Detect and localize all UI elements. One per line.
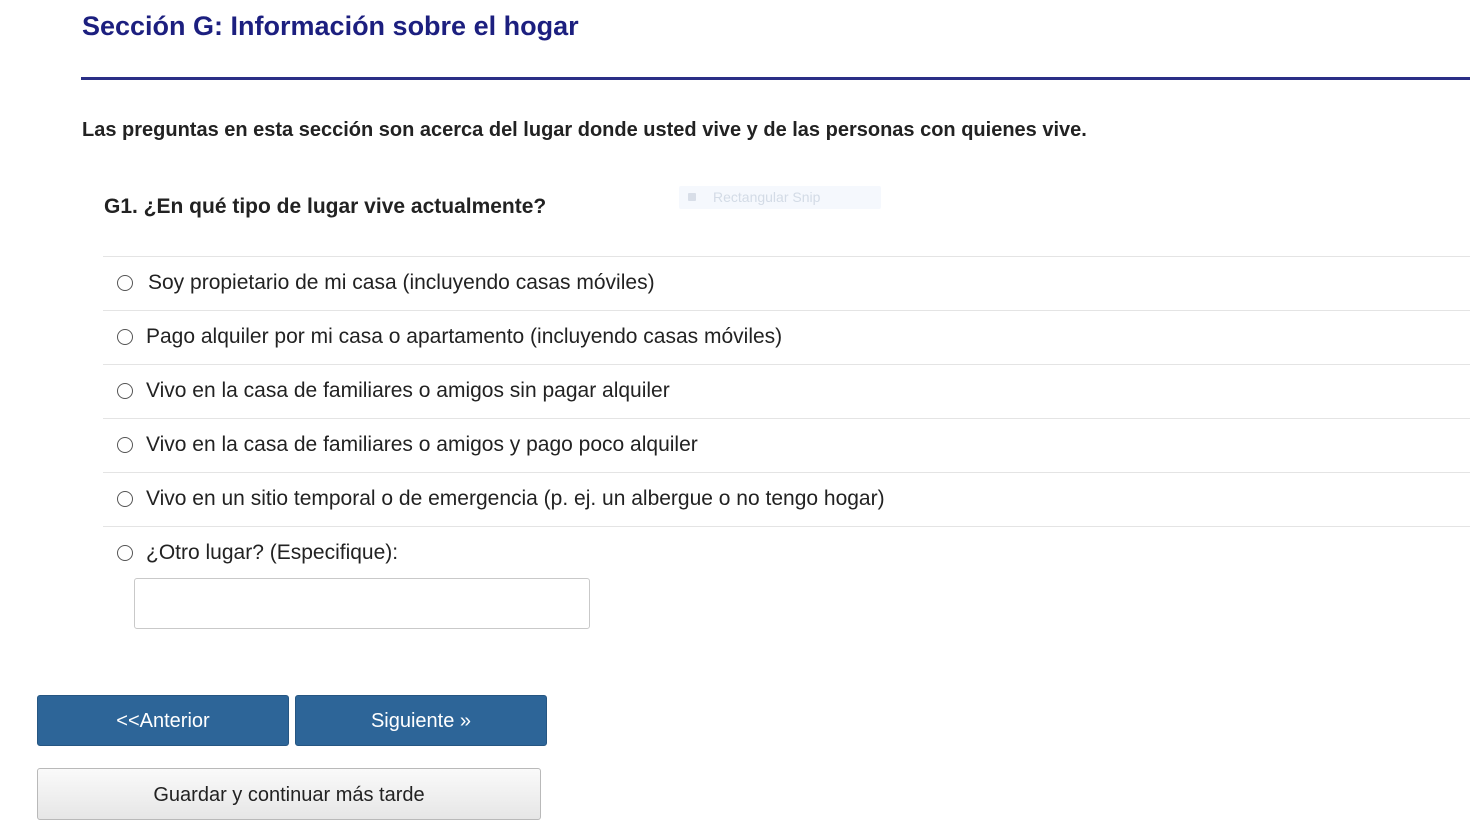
option-owner[interactable] (103, 257, 1470, 311)
option-label[interactable]: Pago alquiler por mi casa o apartamento (incluyendo casas móviles) (146, 325, 783, 348)
radio-button[interactable] (117, 437, 133, 453)
radio-button[interactable] (117, 275, 133, 291)
option-temporary-shelter[interactable] (103, 473, 1470, 527)
snip-icon (688, 193, 696, 201)
radio-button[interactable] (117, 545, 133, 561)
snip-label: Rectangular Snip (713, 189, 821, 205)
other-specify-input[interactable] (134, 578, 590, 629)
option-label[interactable]: Vivo en la casa de familiares o amigos sin pagar alquiler (146, 379, 670, 402)
previous-button[interactable]: <<Anterior (37, 695, 289, 746)
radio-button[interactable] (117, 329, 133, 345)
rectangular-snip-overlay (679, 186, 881, 209)
question-g1-label: G1. ¿En qué tipo de lugar vive actualmente? (104, 195, 547, 218)
option-renter[interactable] (103, 311, 1470, 365)
option-label[interactable]: Vivo en la casa de familiares o amigos y pago poco alquiler (146, 433, 698, 456)
radio-button[interactable] (117, 491, 133, 507)
save-continue-later-button[interactable]: Guardar y continuar más tarde (37, 768, 541, 820)
option-family-some-rent[interactable] (103, 419, 1470, 473)
option-label[interactable]: ¿Otro lugar? (Especifique): (146, 541, 399, 564)
radio-button[interactable] (117, 383, 133, 399)
section-title: Sección G: Información sobre el hogar (82, 11, 579, 41)
next-button[interactable]: Siguiente » (295, 695, 547, 746)
option-label[interactable]: Soy propietario de mi casa (incluyendo casas móviles) (148, 271, 655, 294)
option-other[interactable] (103, 527, 1470, 580)
option-label[interactable]: Vivo en un sitio temporal o de emergencia (p. ej. un albergue o no tengo hogar) (146, 487, 885, 510)
section-intro: Las preguntas en esta sección son acerca del lugar donde usted vive y de las personas con quienes vive. (82, 119, 1087, 141)
option-family-no-rent[interactable] (103, 365, 1470, 419)
answer-options (103, 256, 1470, 580)
title-divider (81, 77, 1470, 80)
